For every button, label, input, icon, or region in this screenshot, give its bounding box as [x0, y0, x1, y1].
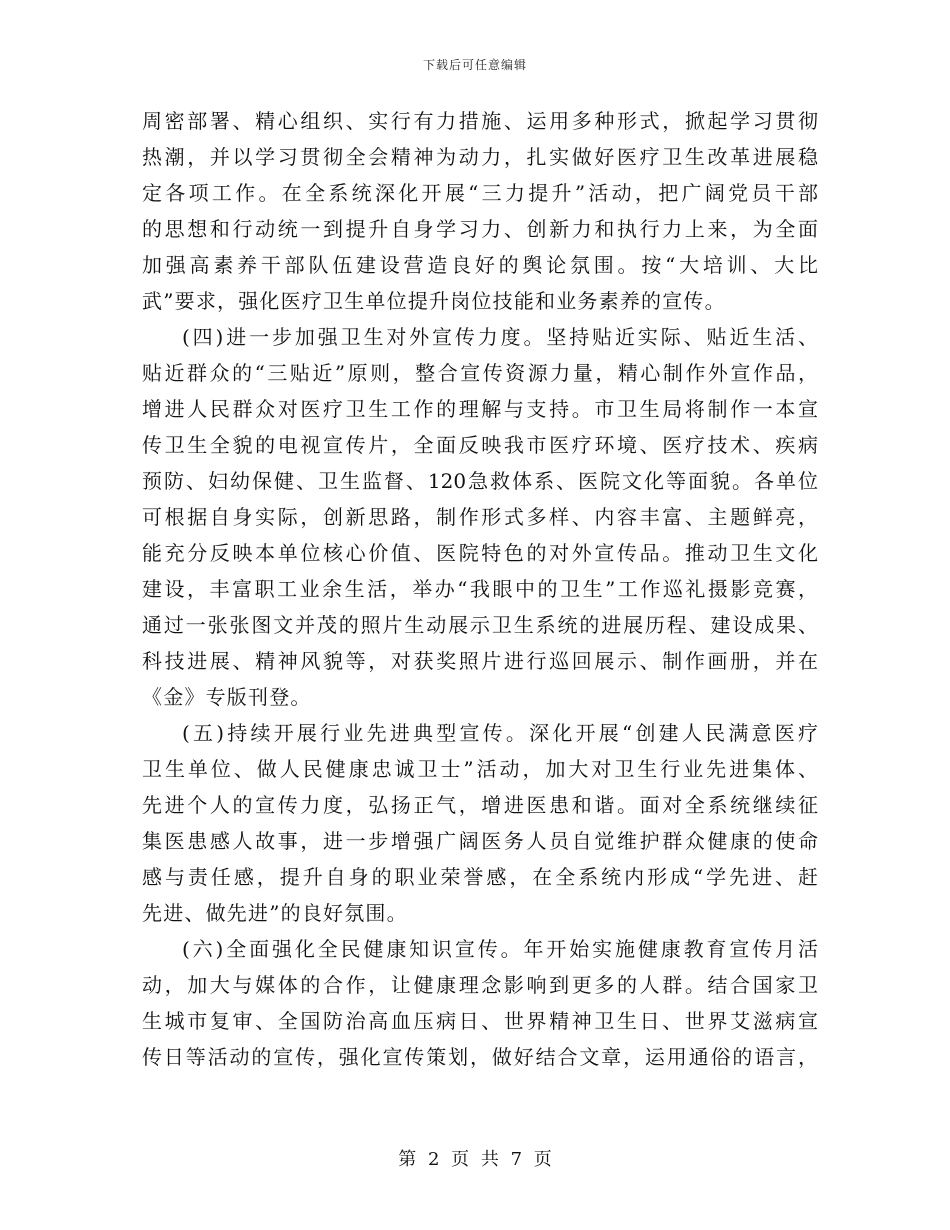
- text-line: 生城市复审、全国防治高血压病日、世界精神卫生日、世界艾滋病宣: [142, 1009, 818, 1033]
- text-line: 周密部署、精心组织、实行有力措施、运用多种形式，掀起学习贯彻: [142, 109, 818, 133]
- text-line: 通过一张张图文并茂的照片生动展示卫生系统的进展历程、建设成果、: [142, 613, 818, 637]
- text-line: 卫生单位、做人民健康忠诚卫士”活动，加大对卫生行业先进集体、: [142, 757, 818, 781]
- text-line: 建设，丰富职工业余生活，举办“我眼中的卫生”工作巡礼摄影竞赛，: [142, 577, 818, 601]
- text-line: 传日等活动的宣传，强化宣传策划，做好结合文章，运用通俗的语言，: [142, 1045, 818, 1069]
- document-body: [142, 103, 818, 1075]
- text-line: 能充分反映本单位核心价值、医院特色的对外宣传品。推动卫生文化: [142, 541, 818, 565]
- paragraph-4-start: (四)进一步加强卫生对外宣传力度。坚持贴近实际、贴近生活、: [182, 325, 818, 349]
- text-line: 定各项工作。在全系统深化开展“三力提升”活动，把广阔党员干部: [142, 181, 818, 205]
- text-line: 武”要求，强化医疗卫生单位提升岗位技能和业务素养的宣传。: [142, 289, 726, 313]
- page-number: 第 2 页 共 7 页: [398, 1149, 552, 1170]
- paragraph-5-start: (五)持续开展行业先进典型宣传。深化开展“创建人民满意医疗: [182, 721, 818, 745]
- text-line: 科技进展、精神风貌等，对获奖照片进行巡回展示、制作画册，并在: [142, 649, 818, 673]
- text-line: 热潮，并以学习贯彻全会精神为动力，扎实做好医疗卫生改革进展稳: [142, 145, 818, 169]
- text-line: 先进、做先进”的良好氛围。: [142, 901, 408, 925]
- page-header: 下载后可任意编辑: [422, 58, 527, 72]
- text-line: 集医患感人故事，进一步增强广阔医务人员自觉维护群众健康的使命: [142, 829, 818, 853]
- text-line: 先进个人的宣传力度，弘扬正气，增进医患和谐。面对全系统继续征: [142, 793, 818, 817]
- text-line: 贴近群众的“三贴近”原则，整合宣传资源力量，精心制作外宣作品，: [142, 361, 818, 385]
- text-line: 预防、妇幼保健、卫生监督、120急救体系、医院文化等面貌。各单位: [142, 469, 818, 493]
- text-line: 增进人民群众对医疗卫生工作的理解与支持。市卫生局将制作一本宣: [142, 397, 818, 421]
- text-line: 《金》专版刊登。: [142, 685, 312, 709]
- text-line: 的思想和行动统一到提升自身学习力、创新力和执行力上来，为全面: [142, 217, 818, 241]
- paragraph-6-start: (六)全面强化全民健康知识宣传。年开始实施健康教育宣传月活: [182, 937, 818, 961]
- text-line: 感与责任感，提升自身的职业荣誉感，在全系统内形成“学先进、赶: [142, 865, 818, 889]
- text-line: 传卫生全貌的电视宣传片，全面反映我市医疗环境、医疗技术、疾病: [142, 433, 818, 457]
- text-line: 动，加大与媒体的合作，让健康理念影响到更多的人群。结合国家卫: [142, 973, 818, 997]
- text-line: 可根据自身实际，创新思路，制作形式多样、内容丰富、主题鲜亮，: [142, 505, 818, 529]
- text-line: 加强高素养干部队伍建设营造良好的舆论氛围。按“大培训、大比: [142, 253, 818, 277]
